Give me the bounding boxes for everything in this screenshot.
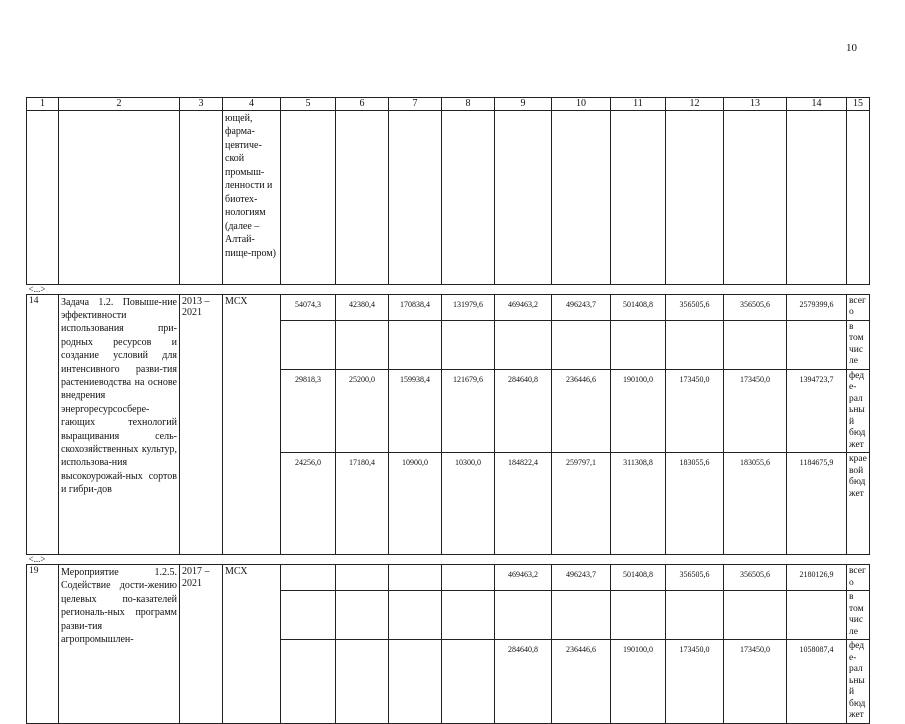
row-name: Задача 1.2. Повыше-ние эффективности использования при-родных ресурсов и создание условий для интенсивного разви-тия растениеводства на основе внедрения энергоресурсосбере-гающих технологий выращивания сель-скохозяйственных культур, использова-ния высокоурожай-ных сортов и гибри-дов — [59, 294, 180, 555]
value-cell: 173450,0 — [724, 640, 787, 724]
value-cell: 284640,8 — [495, 369, 552, 453]
value-cell: 469463,2 — [495, 565, 552, 591]
value-cell: 17180,4 — [336, 453, 389, 555]
value-cell: 501408,8 — [611, 294, 666, 320]
value-cell — [787, 591, 847, 640]
header-cell: 10 — [552, 98, 611, 111]
value-cell — [389, 640, 442, 724]
value-cell: 284640,8 — [495, 640, 552, 724]
value-cell: 190100,0 — [611, 640, 666, 724]
value-cell — [724, 591, 787, 640]
value-cell: 54074,3 — [281, 294, 336, 320]
funding-source: краевой бюджет — [847, 453, 870, 555]
value-cell: 259797,1 — [552, 453, 611, 555]
funding-source: всего — [847, 294, 870, 320]
row-number: 14 — [27, 294, 59, 555]
header-cell: 12 — [666, 98, 724, 111]
value-cell: 469463,2 — [495, 294, 552, 320]
value-cell: 1058087,4 — [787, 640, 847, 724]
value-cell — [389, 591, 442, 640]
cell — [389, 110, 442, 284]
value-cell: 356505,6 — [724, 294, 787, 320]
value-cell: 183055,6 — [724, 453, 787, 555]
value-cell: 29818,3 — [281, 369, 336, 453]
cell — [27, 110, 59, 284]
value-cell: 496243,7 — [552, 565, 611, 591]
value-cell — [336, 640, 389, 724]
value-cell — [552, 591, 611, 640]
cell — [495, 110, 552, 284]
cell — [336, 110, 389, 284]
value-cell — [495, 591, 552, 640]
value-cell: 2180126,9 — [787, 565, 847, 591]
value-cell — [336, 320, 389, 369]
table-row — [27, 565, 870, 591]
header-cell: 5 — [281, 98, 336, 111]
value-cell: 1184675,9 — [787, 453, 847, 555]
funding-source: в том числе — [847, 320, 870, 369]
value-cell: 236446,6 — [552, 369, 611, 453]
header-cell: 6 — [336, 98, 389, 111]
value-cell: 131979,6 — [442, 294, 495, 320]
value-cell: 24256,0 — [281, 453, 336, 555]
funding-source: в том числе — [847, 591, 870, 640]
cell — [59, 110, 180, 284]
funding-source: всего — [847, 565, 870, 591]
value-cell — [724, 320, 787, 369]
header-cell: 8 — [442, 98, 495, 111]
row-name: Мероприятие 1.2.5. Содействие дости-жению целевых по-казателей региональ-ных программ разви-тия агропромышлен- — [59, 565, 180, 724]
value-cell — [666, 591, 724, 640]
value-cell: 2579399,6 — [787, 294, 847, 320]
table-row — [27, 294, 870, 320]
value-cell: 170838,4 — [389, 294, 442, 320]
value-cell: 10900,0 — [389, 453, 442, 555]
value-cell — [442, 591, 495, 640]
value-cell: 496243,7 — [552, 294, 611, 320]
gap-row — [27, 555, 870, 565]
table-body — [27, 98, 870, 724]
value-cell — [552, 320, 611, 369]
value-cell — [787, 320, 847, 369]
row-period: 2013 – 2021 — [180, 294, 223, 555]
cell — [442, 110, 495, 284]
cell — [847, 110, 870, 284]
value-cell: 42380,4 — [336, 294, 389, 320]
value-cell: 173450,0 — [666, 369, 724, 453]
cell — [666, 110, 724, 284]
header-cell: 4 — [223, 98, 281, 111]
funding-source: феде-ральный бюджет — [847, 640, 870, 724]
continuation-row — [27, 110, 870, 284]
value-cell: 159938,4 — [389, 369, 442, 453]
value-cell — [442, 640, 495, 724]
value-cell: 311308,8 — [611, 453, 666, 555]
value-cell — [442, 565, 495, 591]
value-cell — [611, 591, 666, 640]
row-executor: МСХ — [223, 565, 281, 724]
funding-source: феде-ральный бюджет — [847, 369, 870, 453]
value-cell: 356505,6 — [724, 565, 787, 591]
cell — [724, 110, 787, 284]
value-cell: 356505,6 — [666, 294, 724, 320]
executor-continuation: ющей, фарма-цевтиче-ской промыш-ленности и биотех-нологиям (далее – Алтай-пище-пром) — [223, 110, 281, 284]
header-cell: 15 — [847, 98, 870, 111]
header-row — [27, 98, 870, 111]
cell — [180, 110, 223, 284]
row-executor: МСХ — [223, 294, 281, 555]
value-cell — [495, 320, 552, 369]
budget-table — [26, 97, 870, 724]
value-cell: 25200,0 — [336, 369, 389, 453]
cell — [552, 110, 611, 284]
header-cell: 3 — [180, 98, 223, 111]
value-cell: 190100,0 — [611, 369, 666, 453]
header-cell: 7 — [389, 98, 442, 111]
cell — [611, 110, 666, 284]
value-cell: 236446,6 — [552, 640, 611, 724]
value-cell: 183055,6 — [666, 453, 724, 555]
row-period: 2017 – 2021 — [180, 565, 223, 724]
value-cell — [281, 320, 336, 369]
header-cell: 11 — [611, 98, 666, 111]
value-cell — [281, 640, 336, 724]
page-number: 10 — [846, 42, 857, 54]
value-cell: 121679,6 — [442, 369, 495, 453]
gap-row — [27, 284, 870, 294]
header-cell: 14 — [787, 98, 847, 111]
cell — [281, 110, 336, 284]
value-cell: 10300,0 — [442, 453, 495, 555]
value-cell — [389, 320, 442, 369]
value-cell: 1394723,7 — [787, 369, 847, 453]
value-cell — [336, 591, 389, 640]
row-number: 19 — [27, 565, 59, 724]
value-cell: 501408,8 — [611, 565, 666, 591]
gap-marker: <...> — [27, 555, 870, 565]
header-cell: 9 — [495, 98, 552, 111]
value-cell — [281, 565, 336, 591]
value-cell — [442, 320, 495, 369]
value-cell: 173450,0 — [724, 369, 787, 453]
value-cell — [611, 320, 666, 369]
gap-marker: <...> — [27, 284, 870, 294]
value-cell — [666, 320, 724, 369]
value-cell — [281, 591, 336, 640]
value-cell — [336, 565, 389, 591]
value-cell — [389, 565, 442, 591]
header-cell: 2 — [59, 98, 180, 111]
value-cell: 173450,0 — [666, 640, 724, 724]
header-cell: 13 — [724, 98, 787, 111]
cell — [787, 110, 847, 284]
value-cell: 356505,6 — [666, 565, 724, 591]
header-cell: 1 — [27, 98, 59, 111]
value-cell: 184822,4 — [495, 453, 552, 555]
